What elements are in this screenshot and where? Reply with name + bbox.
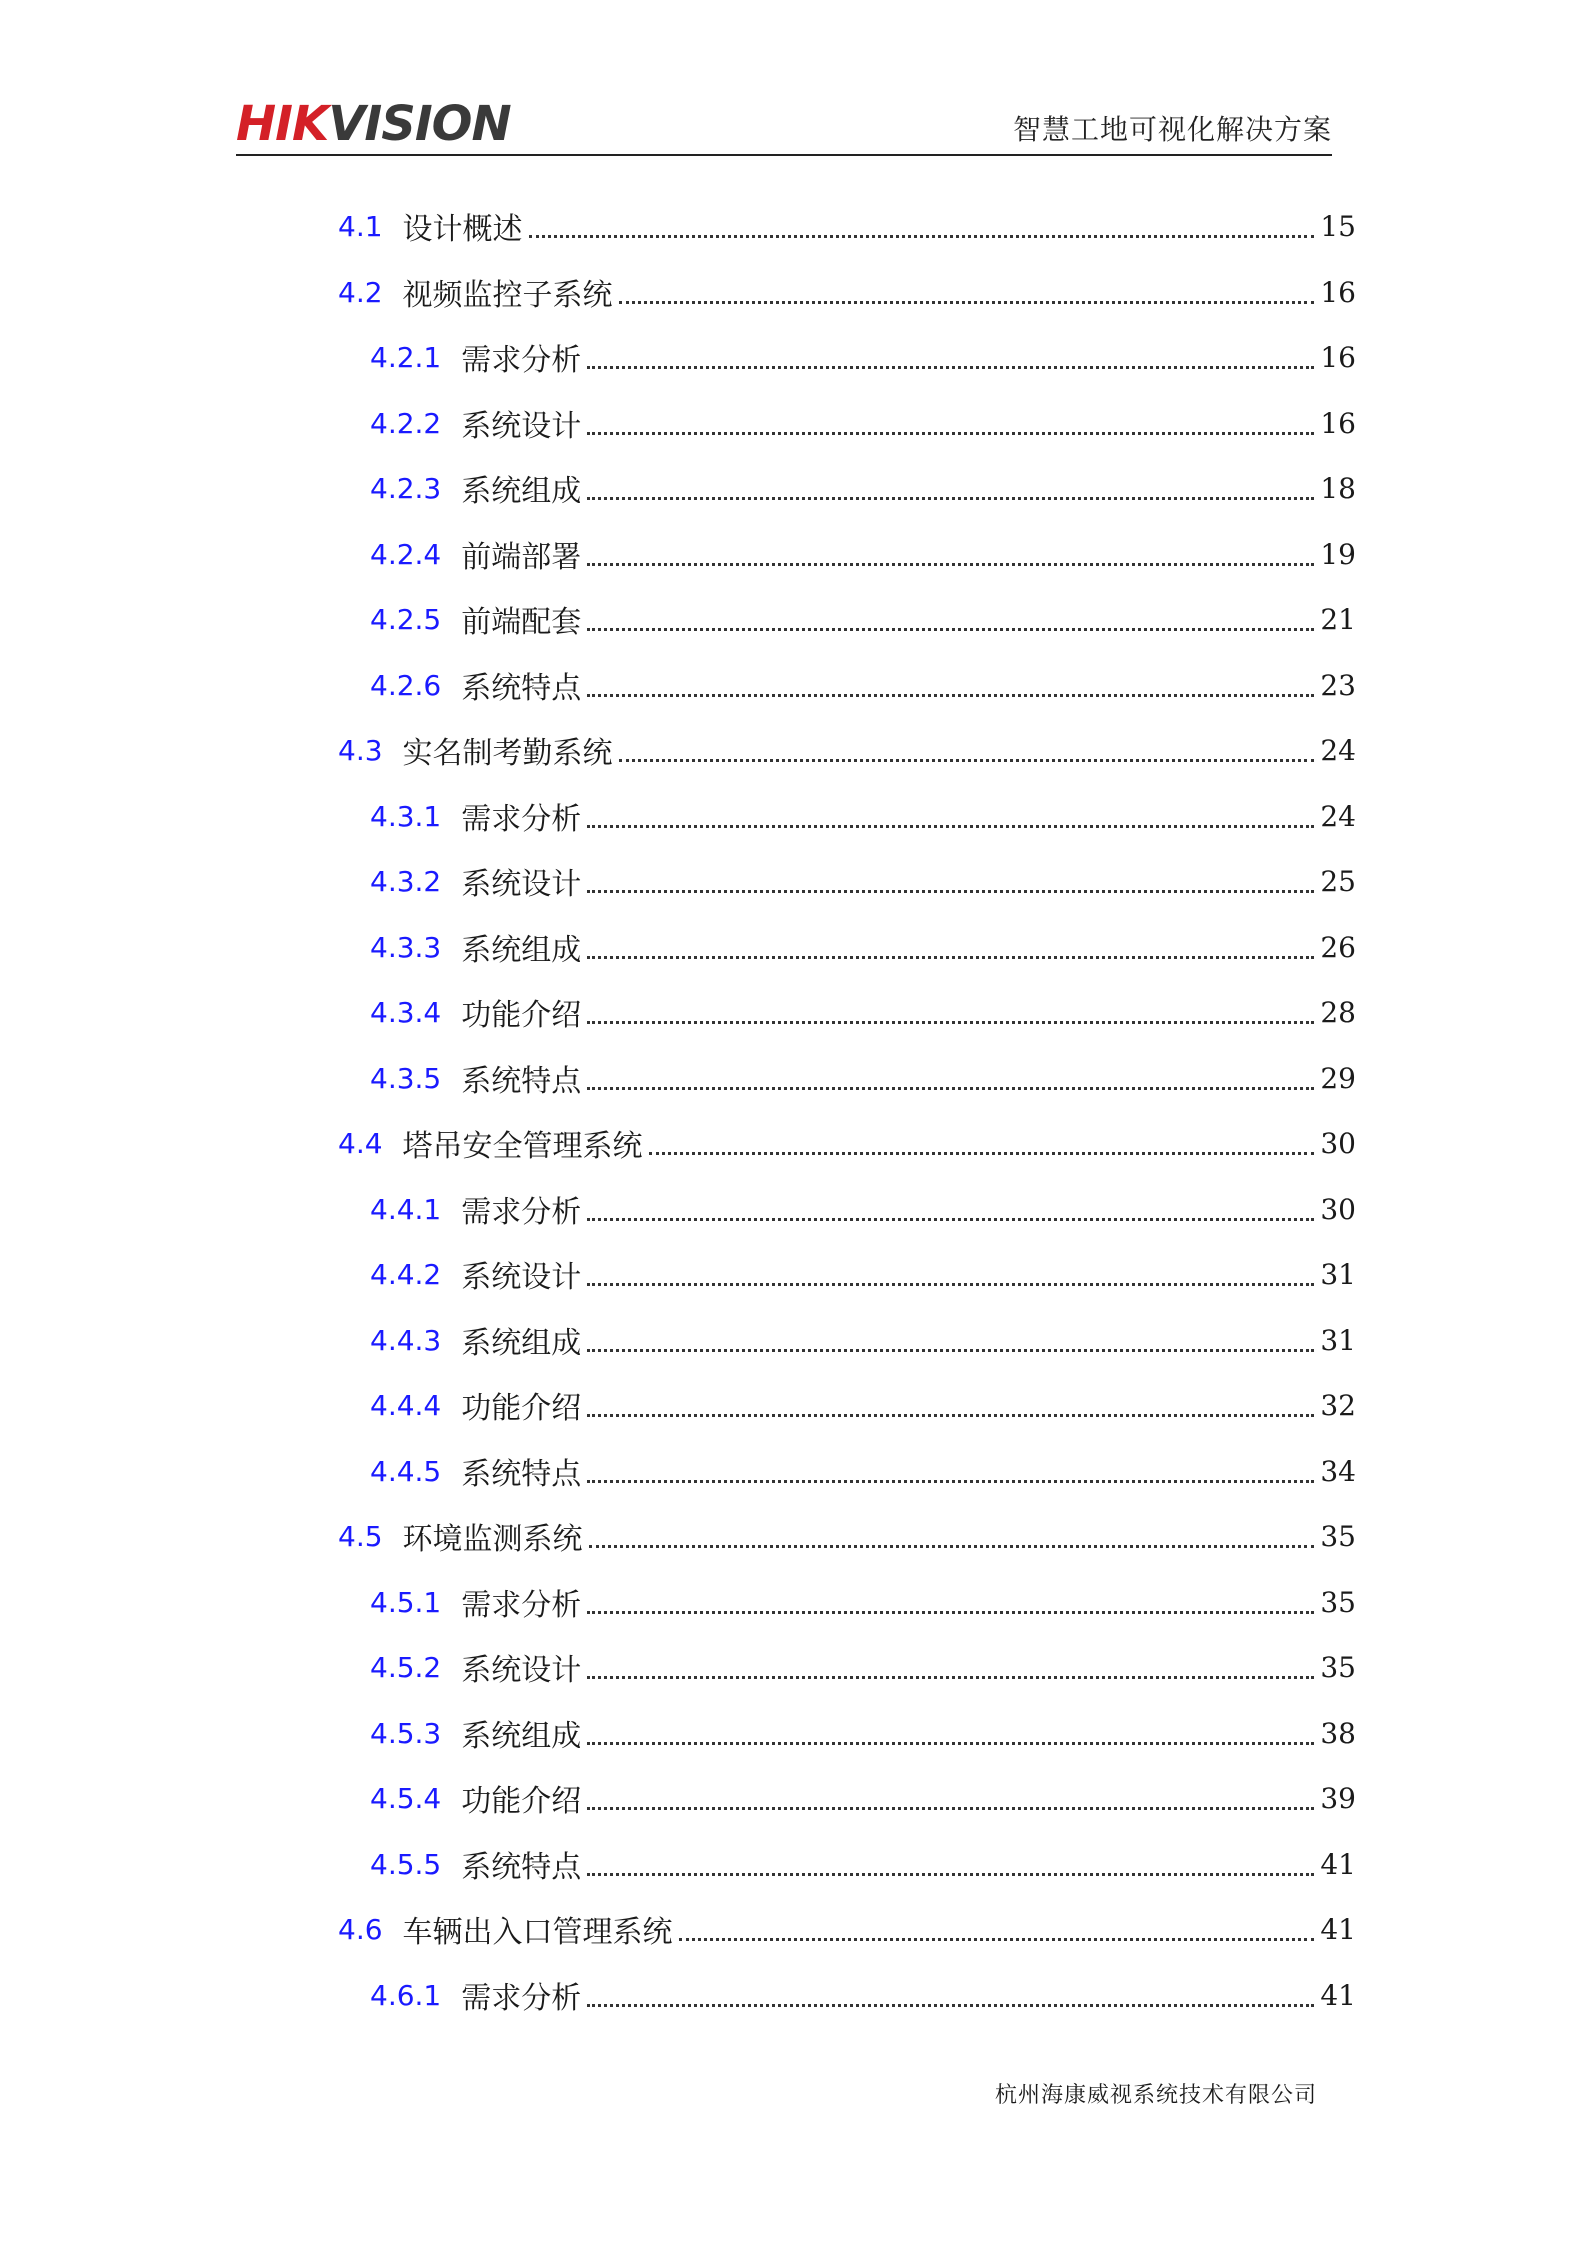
- toc-entry-page: 16: [1320, 340, 1356, 374]
- toc-entry-number: 4.1: [338, 209, 383, 243]
- toc-entry[interactable]: [0, 401, 1356, 445]
- toc-dot-leader: [587, 563, 1314, 566]
- toc-entry-page: 21: [1320, 602, 1356, 636]
- toc-entry-number: 4.4.4: [370, 1388, 442, 1422]
- toc-dot-leader: [587, 1087, 1314, 1090]
- toc-entry[interactable]: [0, 794, 1356, 838]
- toc-entry[interactable]: [0, 1711, 1356, 1755]
- toc-entry-number: 4.2.4: [370, 537, 442, 571]
- toc-entry-page: 35: [1320, 1650, 1356, 1684]
- toc-entry-page: 30: [1320, 1126, 1356, 1160]
- toc-entry-page: 41: [1320, 1978, 1356, 2012]
- toc-entry-page: 41: [1320, 1847, 1356, 1881]
- toc-entry-number: 4.2.2: [370, 406, 442, 440]
- toc-entry-number: 4.3.2: [370, 864, 442, 898]
- toc-entry-title: 系统设计: [461, 1260, 582, 1295]
- toc-dot-leader: [587, 1676, 1314, 1679]
- toc-dot-leader: [587, 1611, 1314, 1614]
- toc-entry-number: 4.3: [338, 733, 383, 767]
- toc-entry-title: 需求分析: [461, 1588, 582, 1623]
- toc-dot-leader: [589, 1545, 1315, 1548]
- toc-entry-number: 4.2.5: [370, 602, 442, 636]
- toc-dot-leader: [587, 497, 1314, 500]
- toc-entry-title: 视频监控子系统: [402, 278, 613, 313]
- toc-entry[interactable]: [0, 990, 1356, 1034]
- toc-entry-page: 16: [1320, 406, 1356, 440]
- toc-entry[interactable]: [0, 1973, 1356, 2017]
- toc-entry-page: 38: [1320, 1716, 1356, 1750]
- toc-entry-number: 4.4.1: [370, 1192, 442, 1226]
- toc-entry-number: 4.2: [338, 275, 383, 309]
- toc-entry[interactable]: [0, 1318, 1356, 1362]
- toc-entry-number: 4.3.4: [370, 995, 442, 1029]
- toc-entry[interactable]: [0, 597, 1356, 641]
- toc-entry-page: 24: [1320, 733, 1356, 767]
- toc-entry-number: 4.6.1: [370, 1978, 442, 2012]
- toc-dot-leader: [587, 1807, 1314, 1810]
- toc-entry-title: 设计概述: [402, 212, 523, 247]
- toc-dot-leader: [587, 2004, 1314, 2007]
- toc-entry-number: 4.5: [338, 1519, 383, 1553]
- toc-entry-number: 4.5.4: [370, 1781, 442, 1815]
- toc-entry-page: 39: [1320, 1781, 1356, 1815]
- toc-dot-leader: [619, 301, 1315, 304]
- toc-entry-title: 实名制考勤系统: [402, 736, 613, 771]
- toc-entry[interactable]: [0, 466, 1356, 510]
- toc-entry[interactable]: [0, 728, 1356, 772]
- toc-dot-leader: [587, 694, 1314, 697]
- toc-entry[interactable]: [0, 1449, 1356, 1493]
- hikvision-logo: [236, 98, 538, 148]
- toc-entry[interactable]: [0, 859, 1356, 903]
- toc-dot-leader: [587, 890, 1314, 893]
- toc-entry[interactable]: [0, 1056, 1356, 1100]
- toc-entry-title: 系统组成: [461, 933, 582, 968]
- toc-entry-number: 4.4: [338, 1126, 383, 1160]
- toc-entry[interactable]: [0, 270, 1356, 314]
- toc-entry-page: 35: [1320, 1519, 1356, 1553]
- toc-entry-number: 4.2.6: [370, 668, 442, 702]
- toc-entry-number: 4.3.1: [370, 799, 442, 833]
- footer-company: 杭州海康威视系统技术有限公司: [994, 2083, 1317, 2108]
- toc-dot-leader: [587, 1873, 1314, 1876]
- toc-entry-title: 功能介绍: [461, 1391, 582, 1426]
- toc-dot-leader: [587, 1742, 1314, 1745]
- toc-entry[interactable]: [0, 925, 1356, 969]
- toc-entry-page: 23: [1320, 668, 1356, 702]
- toc-entry-number: 4.3.5: [370, 1061, 442, 1095]
- toc-dot-leader: [587, 1349, 1314, 1352]
- toc-dot-leader: [649, 1152, 1315, 1155]
- toc-entry-number: 4.2.1: [370, 340, 442, 374]
- toc-entry-title: 功能介绍: [461, 1784, 582, 1819]
- toc-entry-number: 4.5.1: [370, 1585, 442, 1619]
- toc-entry[interactable]: [0, 335, 1356, 379]
- toc-entry-title: 系统设计: [461, 867, 582, 902]
- toc-entry-page: 18: [1320, 471, 1356, 505]
- page-header: [236, 88, 1332, 156]
- toc-entry-title: 需求分析: [461, 343, 582, 378]
- toc-dot-leader: [587, 366, 1314, 369]
- toc-entry-title: 系统特点: [461, 1457, 582, 1492]
- toc-entry-title: 系统设计: [461, 409, 582, 444]
- toc-entry-number: 4.5.3: [370, 1716, 442, 1750]
- toc-entry[interactable]: [0, 1645, 1356, 1689]
- toc-dot-leader: [587, 956, 1314, 959]
- toc-entry[interactable]: [0, 1121, 1356, 1165]
- toc-entry[interactable]: [0, 1776, 1356, 1820]
- document-title: 智慧工地可视化解决方案: [1012, 113, 1332, 146]
- toc-entry-title: 功能介绍: [461, 998, 582, 1033]
- toc-entry-title: 系统组成: [461, 1326, 582, 1361]
- toc-entry-title: 前端配套: [461, 605, 582, 640]
- toc-entry[interactable]: [0, 1514, 1356, 1558]
- toc-entry-title: 系统特点: [461, 1850, 582, 1885]
- toc-dot-leader: [619, 759, 1315, 762]
- toc-entry-number: 4.4.3: [370, 1323, 442, 1357]
- toc-entry-page: 26: [1320, 930, 1356, 964]
- toc-entry-page: 31: [1320, 1323, 1356, 1357]
- toc-entry-page: 35: [1320, 1585, 1356, 1619]
- toc-entry-title: 需求分析: [461, 1981, 582, 2016]
- toc-dot-leader: [587, 628, 1314, 631]
- toc-dot-leader: [587, 825, 1314, 828]
- toc-entry-page: 15: [1320, 209, 1356, 243]
- toc-entry-number: 4.4.2: [370, 1257, 442, 1291]
- toc-entry-page: 25: [1320, 864, 1356, 898]
- toc-entry-title: 前端部署: [461, 540, 582, 575]
- toc-entry-page: 19: [1320, 537, 1356, 571]
- svg-text:HIKVISION: HIKVISION: [236, 98, 511, 148]
- toc-entry-page: 41: [1320, 1912, 1356, 1946]
- toc-entry-title: 系统特点: [461, 671, 582, 706]
- toc-entry[interactable]: [0, 1842, 1356, 1886]
- toc-entry-title: 系统特点: [461, 1064, 582, 1099]
- toc-entry[interactable]: [0, 1187, 1356, 1231]
- toc-entry-number: 4.5.5: [370, 1847, 442, 1881]
- toc-dot-leader: [587, 432, 1314, 435]
- toc-entry-page: 34: [1320, 1454, 1356, 1488]
- toc-entry-title: 环境监测系统: [402, 1522, 583, 1557]
- toc-entry-title: 需求分析: [461, 802, 582, 837]
- toc-dot-leader: [587, 1414, 1314, 1417]
- toc-dot-leader: [587, 1021, 1314, 1024]
- toc-entry-title: 系统组成: [461, 1719, 582, 1754]
- toc-entry-page: 24: [1320, 799, 1356, 833]
- toc-entry[interactable]: [0, 1252, 1356, 1296]
- toc-entry-number: 4.2.3: [370, 471, 442, 505]
- toc-entry-title: 需求分析: [461, 1195, 582, 1230]
- toc-entry-number: 4.4.5: [370, 1454, 442, 1488]
- toc-entry[interactable]: [0, 663, 1356, 707]
- toc-dot-leader: [529, 235, 1315, 238]
- toc-entry[interactable]: [0, 532, 1356, 576]
- toc-dot-leader: [587, 1218, 1314, 1221]
- toc-dot-leader: [679, 1938, 1315, 1941]
- toc-entry-page: 29: [1320, 1061, 1356, 1095]
- toc-entry-number: 4.5.2: [370, 1650, 442, 1684]
- toc-dot-leader: [587, 1283, 1314, 1286]
- toc-entry-page: 31: [1320, 1257, 1356, 1291]
- toc-dot-leader: [587, 1480, 1314, 1483]
- toc-entry-title: 系统组成: [461, 474, 582, 509]
- toc-entry-number: 4.6: [338, 1912, 383, 1946]
- toc-entry-page: 28: [1320, 995, 1356, 1029]
- toc-entry-page: 16: [1320, 275, 1356, 309]
- toc-entry-title: 塔吊安全管理系统: [402, 1129, 643, 1164]
- toc-entry[interactable]: [0, 1383, 1356, 1427]
- toc-entry-page: 30: [1320, 1192, 1356, 1226]
- toc-entry-page: 32: [1320, 1388, 1356, 1422]
- toc-entry-title: 系统设计: [461, 1653, 582, 1688]
- toc-entry[interactable]: [0, 1580, 1356, 1624]
- toc-entry-title: 车辆出入口管理系统: [402, 1915, 673, 1950]
- toc-entry[interactable]: [0, 1907, 1356, 1951]
- toc-entry[interactable]: [0, 204, 1356, 248]
- toc-entry-number: 4.3.3: [370, 930, 442, 964]
